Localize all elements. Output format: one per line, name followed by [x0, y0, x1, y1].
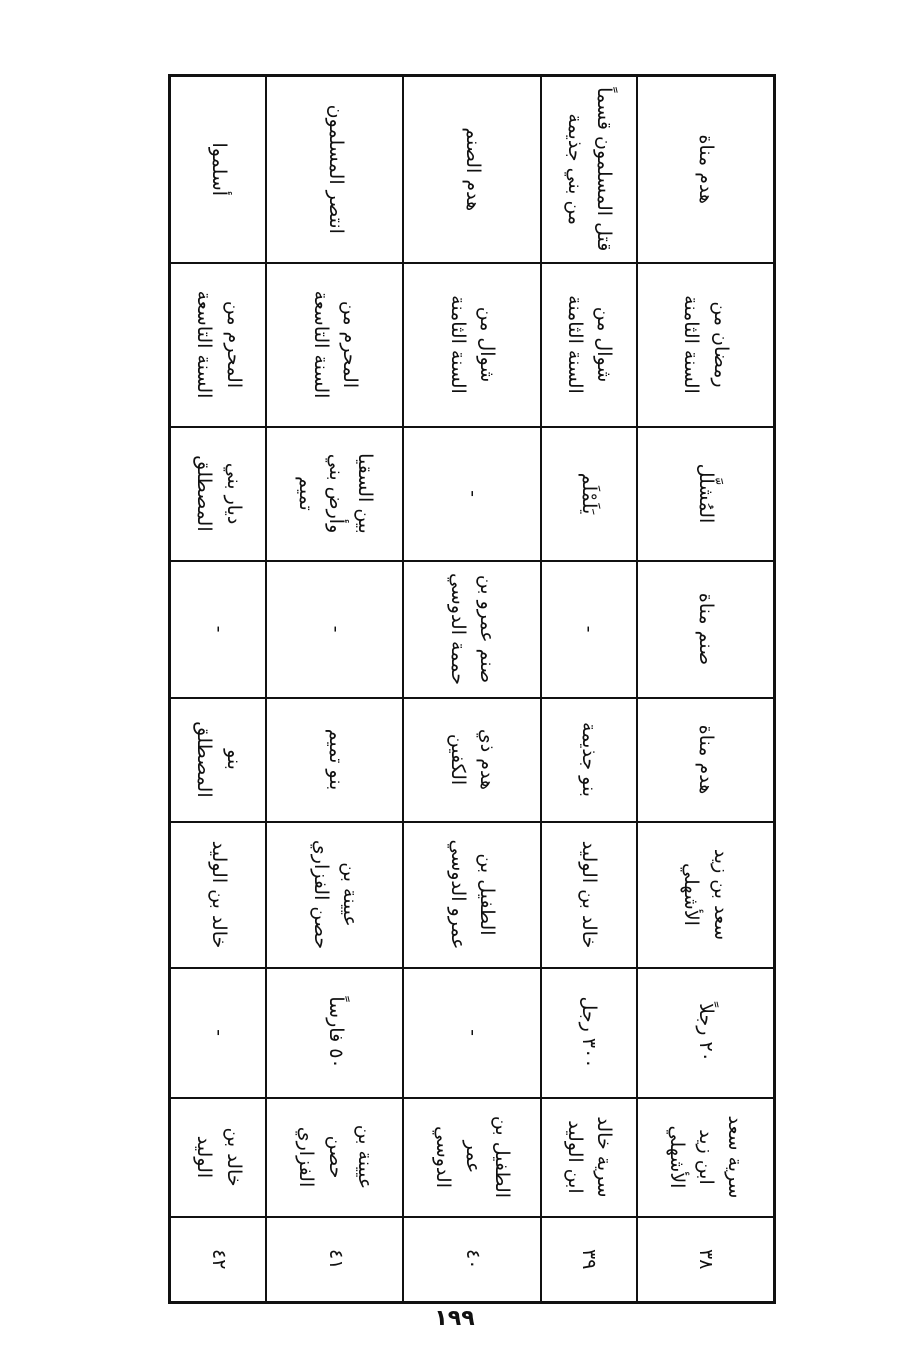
table-row: [637, 76, 775, 1303]
cell-idol: صنم مناة: [637, 561, 775, 698]
rotated-table-container: [168, 74, 776, 1301]
cell-date: شوال من السنة الثامنة: [541, 263, 637, 427]
cell-number: ٤٠: [403, 1217, 540, 1303]
cell-result: انتصر المسلمون: [266, 76, 403, 263]
cell-place: بين السقيا وأرض بني تميم: [266, 427, 403, 561]
cell-expedition-name: خالد بن الوليد: [170, 1098, 267, 1217]
cell-force: ٥٠ فارساً: [266, 968, 403, 1098]
table-row: [541, 76, 637, 1303]
cell-date: المحرم من السنة التاسعة: [266, 263, 403, 427]
cell-place: -: [403, 427, 540, 561]
cell-objective: هدم ذي الكفين: [403, 698, 540, 822]
cell-result: هدم الصنم: [403, 76, 540, 263]
cell-leader: سعد بن زيد الأشهلي: [637, 822, 775, 968]
cell-force: -: [170, 968, 267, 1098]
table-row: [403, 76, 540, 1303]
cell-leader: عيينة بن حصن الفزاري: [266, 822, 403, 968]
cell-place: ديار بني المصطلق: [170, 427, 267, 561]
cell-force: ٣٠٠ رجل: [541, 968, 637, 1098]
table-row: [266, 76, 403, 1303]
cell-number: ٣٨: [637, 1217, 775, 1303]
cell-date: رمضان من السنة الثامنة: [637, 263, 775, 427]
cell-objective: هدم مناة: [637, 698, 775, 822]
cell-date: شوال من السنة الثامنة: [403, 263, 540, 427]
cell-place: يَلَمْلَم: [541, 427, 637, 561]
cell-objective: بنو المصطلق: [170, 698, 267, 822]
cell-result: هدم مناة: [637, 76, 775, 263]
cell-result: قتل المسلمون قسماً من بني جذيمة: [541, 76, 637, 263]
cell-objective: بنو جذيمة: [541, 698, 637, 822]
cell-place: المُشلَّل: [637, 427, 775, 561]
cell-idol: -: [541, 561, 637, 698]
cell-idol: -: [266, 561, 403, 698]
cell-force: ٢٠ رجلاً: [637, 968, 775, 1098]
cell-number: ٤١: [266, 1217, 403, 1303]
cell-objective: بنو تميم: [266, 698, 403, 822]
cell-result: أسلموا: [170, 76, 267, 263]
cell-expedition-name: سرية خالد ابن الوليد: [541, 1098, 637, 1217]
cell-idol: صنم عمرو بن حممة الدوسي: [403, 561, 540, 698]
cell-idol: -: [170, 561, 267, 698]
cell-leader: خالد بن الوليد: [170, 822, 267, 968]
cell-leader: الطفيل بن عمرو الدوسي: [403, 822, 540, 968]
cell-date: المحرم من السنة التاسعة: [170, 263, 267, 427]
table-frame: [168, 74, 776, 1301]
cell-leader: خالد بن الوليد: [541, 822, 637, 968]
table-row: [170, 76, 267, 1303]
cell-number: ٤٢: [170, 1217, 267, 1303]
cell-force: -: [403, 968, 540, 1098]
expeditions-table: [168, 74, 776, 1304]
page-number: ١٩٩: [434, 1306, 475, 1331]
cell-expedition-name: سرية سعد ابن زيد الأشهلي: [637, 1098, 775, 1217]
cell-number: ٣٩: [541, 1217, 637, 1303]
cell-expedition-name: عيينة بن حصن الفزاري: [266, 1098, 403, 1217]
cell-expedition-name: الطفيل بن عمر الدوسي: [403, 1098, 540, 1217]
